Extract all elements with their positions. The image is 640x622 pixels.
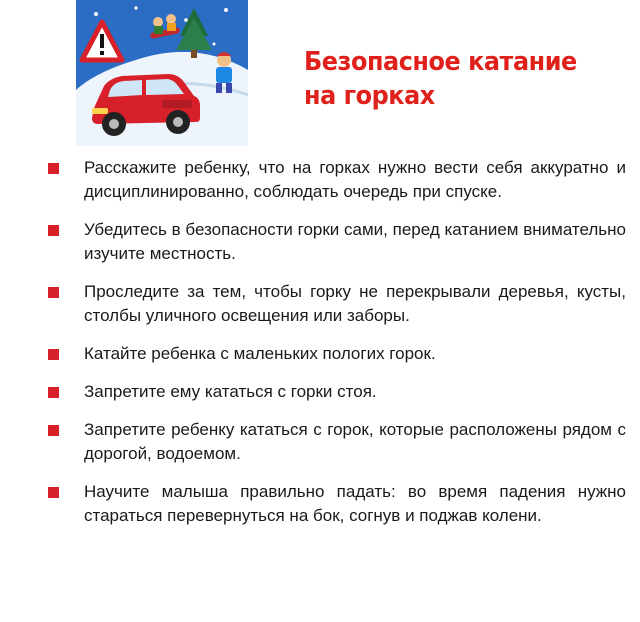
tip-text: Запретите ему кататься с горки стоя. [84,382,377,401]
bullet-square-icon [48,349,59,360]
tip-text: Расскажите ребенку, что на горках нужно вести себя аккуратно и дисциплинированно, соблюдать очередь при спуске. [84,158,626,201]
list-item [46,480,626,528]
list-item [46,418,626,466]
list-item [46,218,626,266]
tip-text: Научите малыша правильно падать: во время падения нужно стараться перевернуться на бок, согнув и поджав колени. [84,482,626,525]
winter-sledding-illustration [76,0,248,146]
tip-text: Убедитесь в безопасности горки сами, перед катанием внимательно изучите местность. [84,220,626,263]
list-item [46,380,626,404]
title-line-1: Безопасное катание [304,47,577,78]
bullet-square-icon [48,387,59,398]
bullet-square-icon [48,425,59,436]
page-title [304,45,580,113]
tip-text: Катайте ребенка с маленьких пологих горок. [84,344,436,363]
safety-tips-list [46,156,626,542]
tip-text: Проследите за тем, чтобы горку не перекрывали деревья, кусты, столбы уличного освещения или заборы. [84,282,626,325]
list-item [46,342,626,366]
bullet-square-icon [48,287,59,298]
list-item [46,280,626,328]
bullet-square-icon [48,225,59,236]
bullet-square-icon [48,487,59,498]
tip-text: Запретите ребенку кататься с горок, которые расположены рядом с дорогой, водоемом. [84,420,626,463]
title-line-2: на горках [304,81,435,112]
list-item [46,156,626,204]
bullet-square-icon [48,163,59,174]
